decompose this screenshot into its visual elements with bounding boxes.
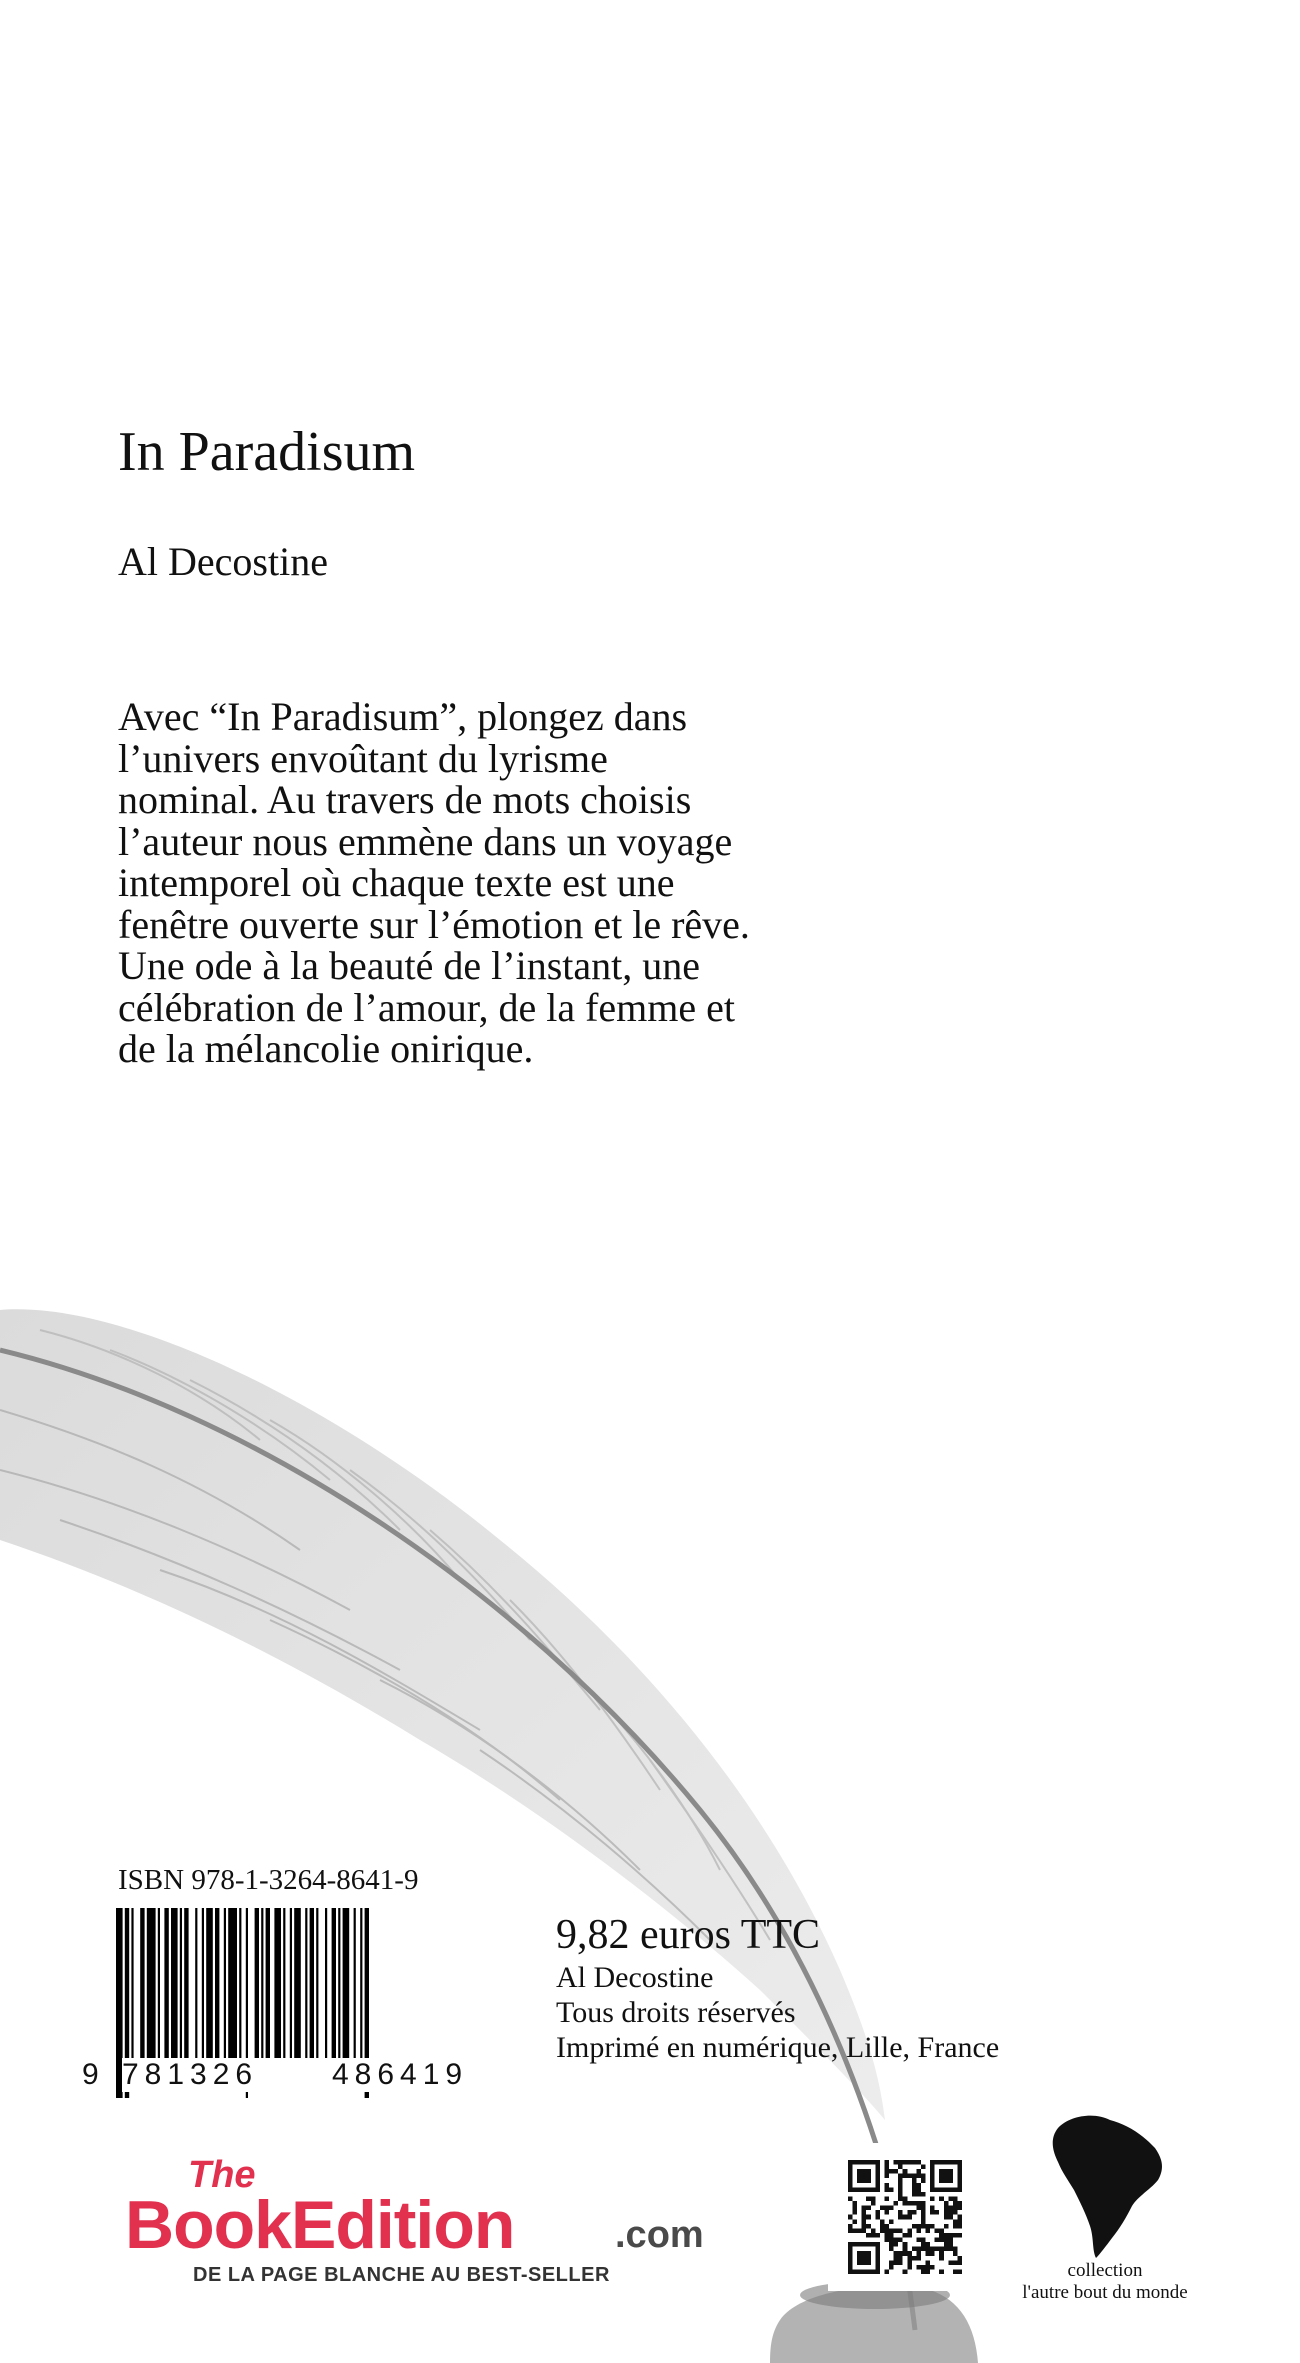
barcode-digit-first: 9 [82, 2058, 99, 2091]
logo-main: BookEdition [125, 2187, 515, 2263]
collection-line-1: collection [1067, 2260, 1143, 2281]
logo-the: The [188, 2154, 256, 2196]
blurb-line: nominal. Au travers de mots choisis [118, 777, 692, 822]
blurb-line: fenêtre ouverte sur l’émotion et le rêve. [118, 901, 750, 947]
bookedition-logo [125, 2155, 705, 2295]
imprint-author: Al Decostine [556, 1961, 714, 1994]
blurb-line: Une ode à la beauté de l’instant, une [118, 943, 700, 988]
blurb-line: de la mélancolie onirique. [118, 1026, 534, 1071]
blurb-line: intemporel où chaque texte est une [118, 860, 675, 905]
book-title: In Paradisum [118, 421, 416, 483]
collection-line-2: l'autre bout du monde [1022, 2282, 1188, 2303]
barcode-digits-right: 486419 [332, 2058, 469, 2091]
qr-code-panel [828, 2143, 980, 2291]
south-america-map-icon [1040, 2110, 1170, 2260]
book-author: Al Decostine [118, 539, 328, 584]
book-blurb [118, 696, 978, 1070]
isbn-label: ISBN 978-1-3264-8641-9 [118, 1864, 419, 1896]
blurb-line: l’auteur nous emmène dans un voyage [118, 818, 733, 864]
blurb-line: l’univers envoûtant du lyrisme [118, 735, 608, 781]
imprint-rights: Tous droits réservés [556, 1996, 796, 2029]
imprint-printed: Imprimé en numérique, Lille, France [556, 2031, 1000, 2064]
barcode-digits-left: 781326 [122, 2058, 259, 2091]
logo-domain: .com [615, 2214, 704, 2256]
logo-tagline: DE LA PAGE BLANCHE AU BEST-SELLER [193, 2264, 610, 2286]
price: 9,82 euros TTC [556, 1912, 821, 1958]
blurb-line: célébration de l’amour, de la femme et [118, 984, 735, 1030]
barcode-digits [80, 2058, 500, 2092]
qr-code-icon [848, 2160, 962, 2274]
collection-label [990, 2260, 1220, 2304]
blurb-line: Avec “In Paradisum”, plongez dans [118, 694, 688, 739]
